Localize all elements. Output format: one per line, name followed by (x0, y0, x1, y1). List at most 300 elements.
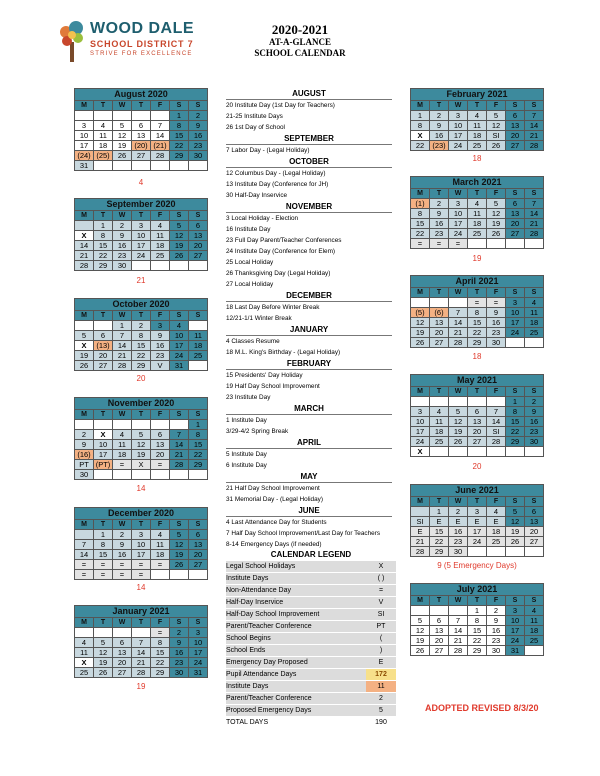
legend-code: 5 (379, 707, 383, 714)
day-cell: 15 (430, 527, 449, 537)
day-cell (132, 111, 151, 121)
weekday-header: T (430, 101, 449, 111)
day-cell: 17 (506, 626, 525, 636)
day-cell: 16 (113, 550, 132, 560)
month-title: December 2020 (75, 508, 208, 520)
day-cell: 28 (449, 338, 468, 348)
day-cell: 26 (170, 251, 189, 261)
day-cell: 7 (151, 121, 170, 131)
day-cell: 6 (151, 430, 170, 440)
day-cell: 29 (430, 547, 449, 557)
day-cell: E (487, 517, 506, 527)
day-cell: 9 (430, 209, 449, 219)
day-cell: 19 (132, 450, 151, 460)
day-cell (189, 161, 208, 171)
day-cell: 19 (94, 658, 113, 668)
month-title: September 2020 (75, 199, 208, 211)
day-cell: 25 (525, 636, 544, 646)
day-cell: 10 (94, 440, 113, 450)
day-cell: 12 (132, 440, 151, 450)
day-cell: 11 (468, 121, 487, 131)
day-cell: SI (411, 517, 430, 527)
event-month-heading: JUNE (226, 505, 392, 517)
attendance-count: 21 (136, 276, 146, 285)
day-cell: 28 (113, 361, 132, 371)
day-cell: 28 (487, 437, 506, 447)
weekday-header: M (75, 101, 94, 111)
day-cell: = (75, 560, 94, 570)
day-cell: 11 (430, 417, 449, 427)
day-cell: 26 (506, 537, 525, 547)
day-cell: (20) (132, 141, 151, 151)
legend-code: PT (376, 623, 386, 630)
day-cell: = (132, 560, 151, 570)
day-cell (75, 221, 94, 231)
day-cell: 17 (411, 427, 430, 437)
month-title: February 2021 (411, 89, 544, 101)
month-calendar (74, 397, 208, 480)
day-cell: 5 (170, 530, 189, 540)
day-cell: 13 (113, 648, 132, 658)
weekday-header: W (449, 596, 468, 606)
event-item: 24 Institute Day (Conference for Elem) (226, 248, 336, 255)
weekday-header: M (411, 387, 430, 397)
event-item: 16 Institute Day (226, 226, 271, 233)
day-cell: 7 (449, 308, 468, 318)
day-cell: 3 (189, 628, 208, 638)
day-cell: 19 (170, 550, 189, 560)
day-cell (487, 447, 506, 457)
day-cell: 13 (430, 318, 449, 328)
day-cell: 20 (189, 550, 208, 560)
day-cell: 8 (506, 407, 525, 417)
day-cell: 3 (411, 407, 430, 417)
day-cell (449, 447, 468, 457)
event-month-heading: FEBRUARY (226, 358, 392, 370)
day-cell (132, 420, 151, 430)
day-cell: 3 (449, 199, 468, 209)
attendance-count: 18 (472, 154, 482, 163)
day-cell: 25 (75, 668, 94, 678)
day-cell: 20 (506, 219, 525, 229)
attendance-count: 18 (472, 352, 482, 361)
event-item: 27 Local Holiday (226, 281, 274, 288)
day-cell: 17 (170, 341, 189, 351)
day-cell: 6 (430, 616, 449, 626)
day-cell: 21 (170, 450, 189, 460)
day-cell: 4 (75, 638, 94, 648)
day-cell: 9 (113, 231, 132, 241)
day-cell: 2 (189, 111, 208, 121)
day-cell: 29 (189, 460, 208, 470)
weekday-header: W (113, 211, 132, 221)
weekday-header: M (411, 288, 430, 298)
day-cell: 14 (525, 121, 544, 131)
day-cell: 30 (487, 338, 506, 348)
day-cell: 15 (94, 241, 113, 251)
day-cell: 13 (468, 417, 487, 427)
day-cell: 18 (151, 550, 170, 560)
event-item: 15 Presidents' Day Holiday (226, 372, 303, 379)
legend-row (226, 585, 396, 597)
legend-row (226, 609, 396, 621)
day-cell: 2 (113, 221, 132, 231)
weekday-header: M (411, 189, 430, 199)
day-cell: 26 (487, 229, 506, 239)
day-cell: 16 (487, 626, 506, 636)
day-cell: 7 (132, 638, 151, 648)
day-cell: (13) (94, 341, 113, 351)
day-cell (170, 420, 189, 430)
weekday-header: T (468, 189, 487, 199)
legend-row (226, 621, 396, 633)
day-cell: 15 (468, 626, 487, 636)
day-cell: 30 (449, 547, 468, 557)
day-cell: 22 (468, 636, 487, 646)
event-item: 7 Labor Day - (Legal Holiday) (226, 147, 310, 154)
day-cell: X (132, 460, 151, 470)
event-item: 18 M.L. King's Birthday - (Legal Holiday) (226, 349, 341, 356)
month-calendar (410, 176, 544, 249)
day-cell: 21 (132, 658, 151, 668)
day-cell: 12 (449, 417, 468, 427)
day-cell: (5) (411, 308, 430, 318)
legend-label: Pupil Attendance Days (226, 671, 297, 678)
day-cell: = (487, 298, 506, 308)
logo-tagline: STRIVE FOR EXCELLENCE (90, 51, 193, 57)
school-year: 2020-2021 (271, 22, 329, 37)
weekday-header: S (189, 211, 208, 221)
day-cell: 22 (411, 229, 430, 239)
weekday-header: F (487, 387, 506, 397)
day-cell: 18 (430, 427, 449, 437)
day-cell: 26 (487, 141, 506, 151)
month-calendar (74, 605, 208, 678)
day-cell: 18 (468, 219, 487, 229)
day-cell (411, 606, 430, 616)
events-list (226, 88, 392, 550)
day-cell (449, 606, 468, 616)
month-calendar (410, 275, 544, 348)
weekday-header: T (132, 410, 151, 420)
day-cell: 25 (151, 251, 170, 261)
day-cell: 2 (487, 606, 506, 616)
day-cell: 29 (94, 261, 113, 271)
day-cell: 27 (94, 361, 113, 371)
day-cell: 21 (449, 328, 468, 338)
day-cell: 1 (94, 221, 113, 231)
day-cell: 4 (468, 199, 487, 209)
day-cell: E (449, 517, 468, 527)
weekday-header: M (75, 618, 94, 628)
month-title: May 2021 (411, 375, 544, 387)
weekday-header: M (75, 311, 94, 321)
day-cell: 23 (449, 537, 468, 547)
day-cell: = (468, 298, 487, 308)
day-cell: 26 (411, 646, 430, 656)
day-cell: 9 (430, 121, 449, 131)
day-cell: 16 (525, 417, 544, 427)
day-cell: 5 (132, 430, 151, 440)
day-cell: 21 (525, 219, 544, 229)
event-month-heading: NOVEMBER (226, 201, 392, 213)
legend-row (226, 597, 396, 609)
day-cell: X (94, 430, 113, 440)
day-cell: 14 (75, 550, 94, 560)
weekday-header: M (75, 410, 94, 420)
day-cell: 11 (151, 231, 170, 241)
day-cell: 9 (151, 331, 170, 341)
day-cell (94, 321, 113, 331)
day-cell: 24 (189, 658, 208, 668)
legend-label: School Begins (226, 635, 271, 642)
day-cell (94, 470, 113, 480)
legend-row (226, 645, 396, 657)
weekday-header: S (189, 311, 208, 321)
day-cell: 23 (525, 427, 544, 437)
month-title: January 2021 (75, 606, 208, 618)
legend-row (226, 657, 396, 669)
day-cell: 13 (189, 231, 208, 241)
day-cell: 17 (75, 141, 94, 151)
weekday-header: S (525, 101, 544, 111)
day-cell: 14 (132, 648, 151, 658)
legend-code: ) (379, 647, 383, 654)
weekday-header: F (487, 189, 506, 199)
weekday-header: S (525, 189, 544, 199)
day-cell: 11 (113, 440, 132, 450)
day-cell: = (449, 239, 468, 249)
weekday-header: F (151, 211, 170, 221)
day-cell: 26 (449, 437, 468, 447)
day-cell (430, 397, 449, 407)
event-item: 12/21-1/1 Winter Break (226, 315, 292, 322)
weekday-header: S (189, 618, 208, 628)
day-cell (487, 547, 506, 557)
day-cell (468, 547, 487, 557)
day-cell: 18 (94, 141, 113, 151)
day-cell: 15 (132, 341, 151, 351)
day-cell: = (430, 239, 449, 249)
day-cell: 24 (411, 437, 430, 447)
day-cell: = (411, 239, 430, 249)
day-cell (189, 361, 208, 371)
day-cell: 12 (487, 209, 506, 219)
day-cell: 10 (506, 308, 525, 318)
day-cell: 23 (170, 658, 189, 668)
day-cell: 20 (506, 131, 525, 141)
day-cell (94, 161, 113, 171)
weekday-header: M (411, 497, 430, 507)
day-cell: 16 (113, 241, 132, 251)
day-cell (411, 298, 430, 308)
day-cell: 27 (189, 560, 208, 570)
day-cell: 13 (132, 131, 151, 141)
day-cell: 7 (449, 616, 468, 626)
day-cell: 3 (506, 298, 525, 308)
day-cell: 6 (506, 111, 525, 121)
day-cell: 5 (170, 221, 189, 231)
day-cell: 9 (170, 638, 189, 648)
day-cell: 24 (449, 229, 468, 239)
weekday-header: T (94, 311, 113, 321)
day-cell: = (113, 570, 132, 580)
event-item: 4 Classes Resume (226, 338, 280, 345)
event-month-heading: SEPTEMBER (226, 133, 392, 145)
attendance-count: 20 (136, 374, 146, 383)
day-cell: 3 (75, 121, 94, 131)
day-cell: 16 (487, 318, 506, 328)
day-cell: 4 (430, 407, 449, 417)
weekday-header: T (468, 497, 487, 507)
month-calendar (74, 298, 208, 371)
day-cell: 18 (525, 626, 544, 636)
day-cell: SI (487, 131, 506, 141)
day-cell: 8 (189, 430, 208, 440)
event-month-heading: MAY (226, 471, 392, 483)
weekday-header: T (94, 520, 113, 530)
day-cell: 3 (151, 321, 170, 331)
day-cell: 15 (94, 550, 113, 560)
day-cell: 12 (411, 318, 430, 328)
weekday-header: M (75, 520, 94, 530)
day-cell: 29 (506, 437, 525, 447)
day-cell: 18 (189, 341, 208, 351)
weekday-header: W (449, 387, 468, 397)
day-cell: 22 (94, 251, 113, 261)
day-cell: 1 (113, 321, 132, 331)
day-cell: 13 (506, 121, 525, 131)
day-cell: 26 (411, 338, 430, 348)
weekday-header: T (94, 211, 113, 221)
legend-row (226, 717, 396, 729)
weekday-header: F (487, 101, 506, 111)
day-cell: 21 (411, 537, 430, 547)
day-cell: 23 (189, 141, 208, 151)
day-cell: (24) (75, 151, 94, 161)
day-cell: 19 (487, 219, 506, 229)
weekday-header: T (430, 288, 449, 298)
day-cell: 6 (132, 121, 151, 131)
event-item: 25 Local Holiday (226, 259, 274, 266)
day-cell: = (94, 570, 113, 580)
day-cell: 27 (430, 338, 449, 348)
day-cell: X (75, 341, 94, 351)
day-cell: 20 (189, 241, 208, 251)
event-item: 8-14 Emergency Days (if needed) (226, 541, 322, 548)
day-cell: 7 (525, 111, 544, 121)
day-cell: 19 (170, 241, 189, 251)
day-cell: 13 (525, 517, 544, 527)
day-cell (170, 570, 189, 580)
day-cell (449, 298, 468, 308)
event-item: 31 Memorial Day - (Legal Holiday) (226, 496, 323, 503)
weekday-header: S (506, 497, 525, 507)
event-item: 26 1st Day of School (226, 124, 285, 131)
day-cell: 6 (189, 530, 208, 540)
attendance-count: 4 (138, 178, 144, 187)
day-cell: X (75, 658, 94, 668)
legend-code: = (378, 587, 384, 594)
day-cell: (23) (430, 141, 449, 151)
day-cell: 14 (151, 131, 170, 141)
day-cell: 9 (487, 616, 506, 626)
weekday-header: S (170, 211, 189, 221)
day-cell: 12 (506, 517, 525, 527)
day-cell: 8 (411, 121, 430, 131)
day-cell: 30 (170, 668, 189, 678)
day-cell: 10 (506, 616, 525, 626)
day-cell: 4 (525, 298, 544, 308)
day-cell: 4 (151, 221, 170, 231)
legend-code: V (378, 599, 384, 606)
day-cell: 9 (487, 308, 506, 318)
day-cell: 14 (75, 241, 94, 251)
day-cell: 15 (411, 219, 430, 229)
weekday-header: S (506, 189, 525, 199)
day-cell: 17 (468, 527, 487, 537)
day-cell: 23 (487, 636, 506, 646)
day-cell: 10 (449, 121, 468, 131)
legend-label: Non-Attendance Day (226, 587, 291, 594)
day-cell (170, 161, 189, 171)
day-cell: 20 (430, 328, 449, 338)
legend-code: 11 (366, 681, 396, 692)
day-cell (151, 111, 170, 121)
event-month-heading: APRIL (226, 437, 392, 449)
weekday-header: T (430, 189, 449, 199)
month-title: July 2021 (411, 584, 544, 596)
day-cell: 27 (189, 251, 208, 261)
day-cell: 30 (113, 261, 132, 271)
weekday-header: T (468, 596, 487, 606)
day-cell: 18 (468, 131, 487, 141)
day-cell: 3 (132, 221, 151, 231)
day-cell (525, 239, 544, 249)
event-item: 3 Local Holiday - Election (226, 215, 299, 222)
day-cell: (25) (94, 151, 113, 161)
day-cell: 8 (151, 638, 170, 648)
day-cell (132, 261, 151, 271)
day-cell: 6 (506, 199, 525, 209)
attendance-count: 20 (472, 462, 482, 471)
weekday-header: T (132, 311, 151, 321)
day-cell (189, 261, 208, 271)
day-cell (430, 606, 449, 616)
day-cell (525, 547, 544, 557)
day-cell (170, 261, 189, 271)
day-cell: 20 (113, 658, 132, 668)
day-cell: 28 (525, 141, 544, 151)
day-cell: 1 (468, 606, 487, 616)
day-cell: = (75, 570, 94, 580)
day-cell (132, 470, 151, 480)
day-cell: 12 (170, 231, 189, 241)
day-cell: 21 (75, 251, 94, 261)
weekday-header: F (487, 497, 506, 507)
month-calendar (410, 374, 544, 457)
weekday-header: S (525, 387, 544, 397)
weekday-header: M (75, 211, 94, 221)
day-cell (487, 397, 506, 407)
day-cell: 11 (525, 616, 544, 626)
weekday-header: S (170, 101, 189, 111)
district-logo (58, 18, 208, 68)
day-cell: 31 (170, 361, 189, 371)
day-cell: 23 (487, 328, 506, 338)
day-cell (113, 111, 132, 121)
legend-row (226, 633, 396, 645)
